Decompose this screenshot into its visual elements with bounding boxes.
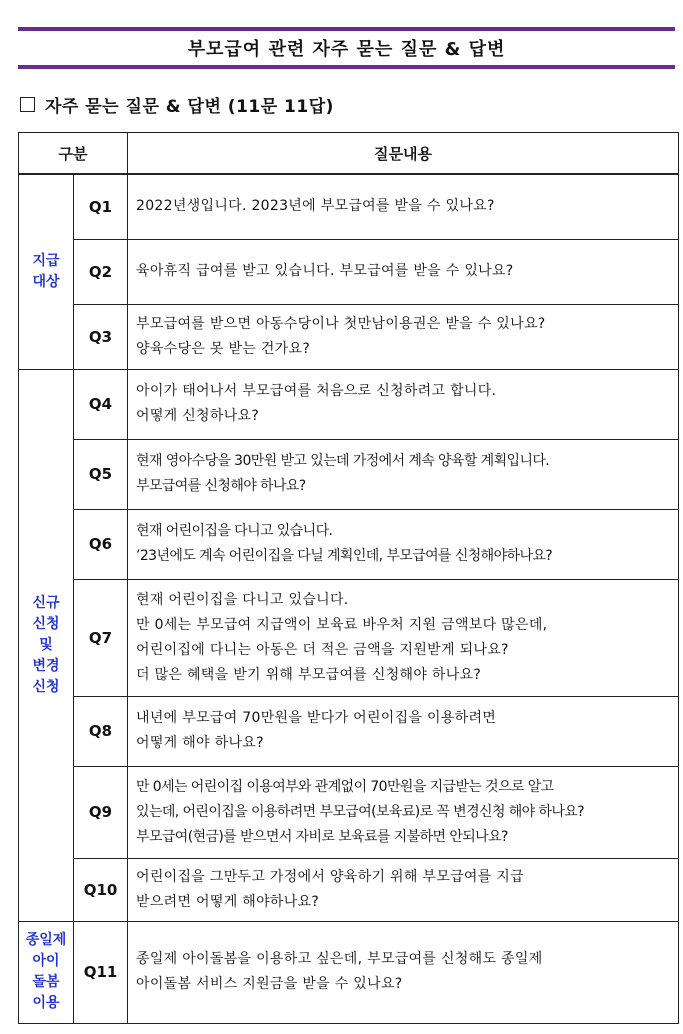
question-number: Q6 bbox=[74, 509, 128, 579]
table-row bbox=[19, 509, 679, 579]
checkbox-icon bbox=[20, 97, 35, 112]
table-row bbox=[19, 174, 679, 239]
question-number: Q7 bbox=[74, 579, 128, 696]
question-number: Q5 bbox=[74, 439, 128, 509]
question-text: 현재 어린이집을 다니고 있습니다. ’23년에도 계속 어린이집을 다닐 계획인데, 부모급여를 신청해야하나요? bbox=[128, 509, 679, 579]
question-text: 육아휴직 급여를 받고 있습니다. 부모급여를 받을 수 있나요? bbox=[128, 239, 679, 304]
category-application: 신규 신청 및 변경 신청 bbox=[19, 369, 74, 921]
header-category: 구분 bbox=[19, 133, 128, 175]
question-number: Q10 bbox=[74, 858, 128, 921]
question-text: 현재 어린이집을 다니고 있습니다. 만 0세는 부모급여 지급액이 보육료 바우처 지원 금액보다 많은데, 어린이집에 다니는 아동은 더 적은 금액을 지원받게 되나요? 더 많은 혜택을 받기 위해 부모급여를 신청해야 하나요? bbox=[128, 579, 679, 696]
table-row bbox=[19, 579, 679, 696]
question-text: 아이가 태어나서 부모급여를 처음으로 신청하려고 합니다. 어떻게 신청하나요? bbox=[128, 369, 679, 439]
question-text: 현재 영아수당을 30만원 받고 있는데 가정에서 계속 양육할 계획입니다. 부모급여를 신청해야 하나요? bbox=[128, 439, 679, 509]
table-row bbox=[19, 766, 679, 858]
table-row bbox=[19, 921, 679, 1023]
faq-table bbox=[18, 132, 679, 1024]
category-eligibility: 지급 대상 bbox=[19, 174, 74, 369]
question-text: 어린이집을 그만두고 가정에서 양육하기 위해 부모급여를 지급 받으려면 어떻게 해야하나요? bbox=[128, 858, 679, 921]
page-title: 부모급여 관련 자주 묻는 질문 & 답변 bbox=[187, 39, 506, 60]
category-childcare: 종일제 아이 돌봄 이용 bbox=[19, 921, 74, 1023]
section-heading-text: 자주 묻는 질문 & 답변 (11문 11답) bbox=[45, 97, 334, 117]
title-band bbox=[18, 27, 675, 69]
title-bottom-rule bbox=[18, 65, 675, 69]
question-number: Q8 bbox=[74, 696, 128, 766]
title-top-rule bbox=[18, 27, 675, 31]
table-row bbox=[19, 369, 679, 439]
question-number: Q1 bbox=[74, 174, 128, 239]
question-number: Q11 bbox=[74, 921, 128, 1023]
question-text: 내년에 부모급여 70만원을 받다가 어린이집을 이용하려면 어떻게 해야 하나요? bbox=[128, 696, 679, 766]
question-number: Q3 bbox=[74, 304, 128, 369]
table-row bbox=[19, 858, 679, 921]
table-row bbox=[19, 239, 679, 304]
question-text: 종일제 아이돌봄을 이용하고 싶은데, 부모급여를 신청해도 종일제 아이돌봄 서비스 지원금을 받을 수 있나요? bbox=[128, 921, 679, 1023]
question-text: 만 0세는 어린이집 이용여부와 관계없이 70만원을 지급받는 것으로 알고 있는데, 어린이집을 이용하려면 부모급여(보육료)로 꼭 변경신청 해야 하나요? 부모급여(현금)를 받으면서 자비로 보육료를 지불하면 안되나요? bbox=[128, 766, 679, 858]
question-text: 부모급여를 받으면 아동수당이나 첫만남이용권은 받을 수 있나요? 양육수당은 못 받는 건가요? bbox=[128, 304, 679, 369]
question-number: Q2 bbox=[74, 239, 128, 304]
table-row bbox=[19, 439, 679, 509]
section-heading bbox=[20, 92, 334, 117]
question-text: 2022년생입니다. 2023년에 부모급여를 받을 수 있나요? bbox=[128, 174, 679, 239]
question-number: Q9 bbox=[74, 766, 128, 858]
table-row bbox=[19, 696, 679, 766]
table-row bbox=[19, 304, 679, 369]
question-number: Q4 bbox=[74, 369, 128, 439]
header-question: 질문내용 bbox=[128, 133, 679, 175]
